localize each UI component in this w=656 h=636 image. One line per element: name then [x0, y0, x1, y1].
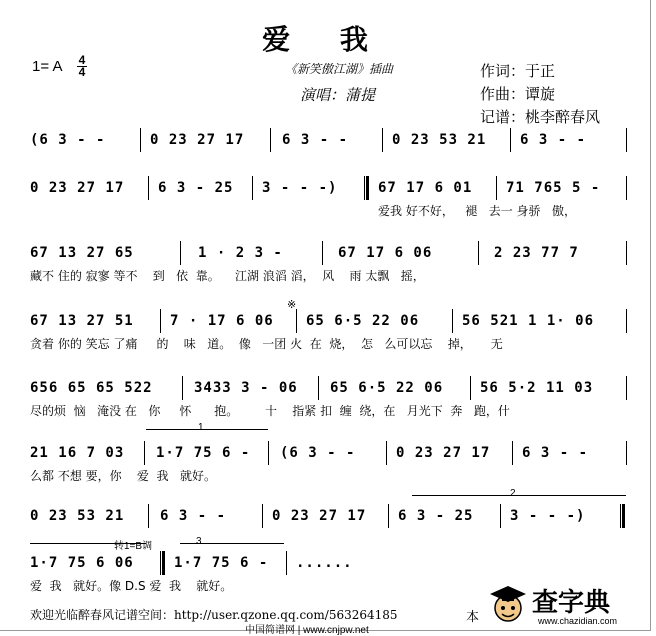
measure: (6 3 - -: [280, 445, 356, 461]
volta-2: 2: [510, 488, 516, 499]
transcriber: 记谱：桃李醉春风: [480, 108, 601, 126]
double-bar: [160, 551, 165, 575]
measure: 6 3 - -: [520, 132, 587, 148]
lyric-line: 尽的烦 恼 淹没 在 你 怀 抱。 十 指紧 扣 缠 绕，在 月光下 奔 跑，什: [30, 404, 510, 418]
bar-line: [160, 309, 161, 333]
score-row-6: [0, 445, 650, 489]
measure: 67 13 27 65: [30, 245, 134, 261]
repeat-start: [364, 176, 369, 200]
measure: 21 16 7 03: [30, 445, 125, 461]
measure: ......: [296, 555, 353, 571]
bar-line: [626, 441, 627, 465]
repeat-end: [620, 504, 625, 528]
volta-line-1: [146, 429, 268, 430]
measure: 0 23 27 17: [30, 180, 125, 196]
volta-line-2: [412, 495, 626, 496]
meter-bottom: 4: [78, 65, 86, 79]
lyric-line: 爱我 好不好， 褪 去一 身骄 傲，: [378, 204, 576, 218]
measure: 3 - - -): [510, 508, 586, 524]
bar-line: [626, 309, 627, 333]
bar-line: [318, 376, 319, 400]
time-signature: [77, 55, 87, 78]
score-row-4: [0, 313, 650, 357]
volta-1: 1: [198, 422, 204, 433]
bar-line: [182, 376, 183, 400]
bar-line: [322, 241, 323, 265]
bar-line: [510, 128, 511, 152]
bar-line: [262, 504, 263, 528]
logo-text: 查字典: [532, 588, 611, 618]
bar-line: [496, 176, 497, 200]
bar-line: [626, 376, 627, 400]
score-row-2: [0, 180, 650, 224]
composer: 作曲：谭旋: [480, 85, 556, 103]
bar-line: [268, 441, 269, 465]
song-source: 《新笑傲江湖》插曲: [285, 62, 394, 76]
bar-line: [286, 551, 287, 575]
lyric-line: 爱 我 就好。像 D.S 爱 我 就好。: [30, 579, 233, 593]
measure: 6 3 - -: [522, 445, 589, 461]
measure: 0 23 53 21: [392, 132, 487, 148]
score-row-7: [0, 508, 650, 552]
measure: (6 3 - -: [30, 132, 106, 148]
measure: 1 · 2 3 -: [198, 245, 283, 261]
measure: 6 3 - 25: [398, 508, 474, 524]
bar-line: [512, 441, 513, 465]
bar-line: [296, 309, 297, 333]
meter-top: 4: [78, 53, 86, 67]
bar-line: [626, 241, 627, 265]
measure: 67 13 27 51: [30, 313, 134, 329]
measure: 65 6·5 22 06: [306, 313, 420, 329]
bar-line: [144, 441, 145, 465]
measure: 0 23 27 17: [272, 508, 367, 524]
modulation-mark: 转1=B调: [114, 541, 153, 552]
bar-line: [500, 504, 501, 528]
bar-line: [180, 241, 181, 265]
footer-site: 中国简谱网 | www.cnjpw.net: [245, 625, 369, 636]
graduate-mascot-icon: [488, 582, 528, 626]
measure: 2 23 77 7: [494, 245, 579, 261]
bar-line: [452, 309, 453, 333]
lyricist: 作词：于正: [480, 62, 556, 80]
measure: 656 65 65 522: [30, 380, 153, 396]
bar-line: [388, 504, 389, 528]
bar-line: [382, 128, 383, 152]
bar-line: [270, 128, 271, 152]
measure: 0 23 53 21: [30, 508, 125, 524]
bar-line: [626, 128, 627, 152]
score-row-1: [0, 132, 650, 176]
measure: 1·7 75 6 -: [156, 445, 251, 461]
singer: 演唱：蒲提: [300, 86, 376, 104]
measure: 0 23 27 17: [396, 445, 491, 461]
measure: 1·7 75 6 06: [30, 555, 134, 571]
footer-ben: 本: [466, 609, 480, 624]
lyric-line: 藏不 住的 寂寥 等不 到 依 靠。 江湖 浪滔 滔， 风 雨 太飘 摇，: [30, 269, 425, 283]
measure: 0 23 27 17: [150, 132, 245, 148]
lyric-line: 贪着 你的 笑忘 了痛 的 味 道。 像 一团 火 在 烧， 怎 么可以忘 掉， 无: [30, 337, 503, 351]
bar-line: [148, 504, 149, 528]
score-row-5: [0, 380, 650, 424]
song-title: 爱 我: [262, 23, 388, 56]
score-row-3: [0, 245, 650, 289]
measure: 65 6·5 22 06: [330, 380, 444, 396]
logo-url: www.chazidian.com: [538, 616, 618, 626]
key-signature: 1= A: [32, 58, 63, 75]
measure: 1·7 75 6 -: [174, 555, 269, 571]
segno-sign: ※: [287, 299, 297, 311]
measure: 6 3 - -: [160, 508, 227, 524]
measure: 3433 3 - 06: [194, 380, 298, 396]
bar-line: [386, 441, 387, 465]
measure: 6 3 - -: [282, 132, 349, 148]
measure: 7 · 17 6 06: [170, 313, 274, 329]
measure: 67 17 6 06: [338, 245, 433, 261]
measure: 71 765 5 -: [506, 180, 601, 196]
measure: 67 17 6 01: [378, 180, 473, 196]
footer-link-text: 欢迎光临醉春风记谱空间：http://user.qzone.qq.com/563264185: [30, 608, 398, 622]
watermark-logo: [482, 578, 646, 630]
measure: 6 3 - 25: [158, 180, 234, 196]
bar-line: [478, 241, 479, 265]
bar-line: [470, 376, 471, 400]
bar-line: [626, 176, 627, 200]
bar-line: [148, 176, 149, 200]
volta-3: 3: [196, 536, 202, 547]
bar-line: [252, 176, 253, 200]
measure: 56 521 1 1· 06: [462, 313, 595, 329]
lyric-line: 么都 不想 要，你 爱 我 就好。: [30, 469, 216, 483]
measure: 3 - - -): [262, 180, 338, 196]
bar-line: [140, 128, 141, 152]
measure: 56 5·2 11 03: [480, 380, 594, 396]
